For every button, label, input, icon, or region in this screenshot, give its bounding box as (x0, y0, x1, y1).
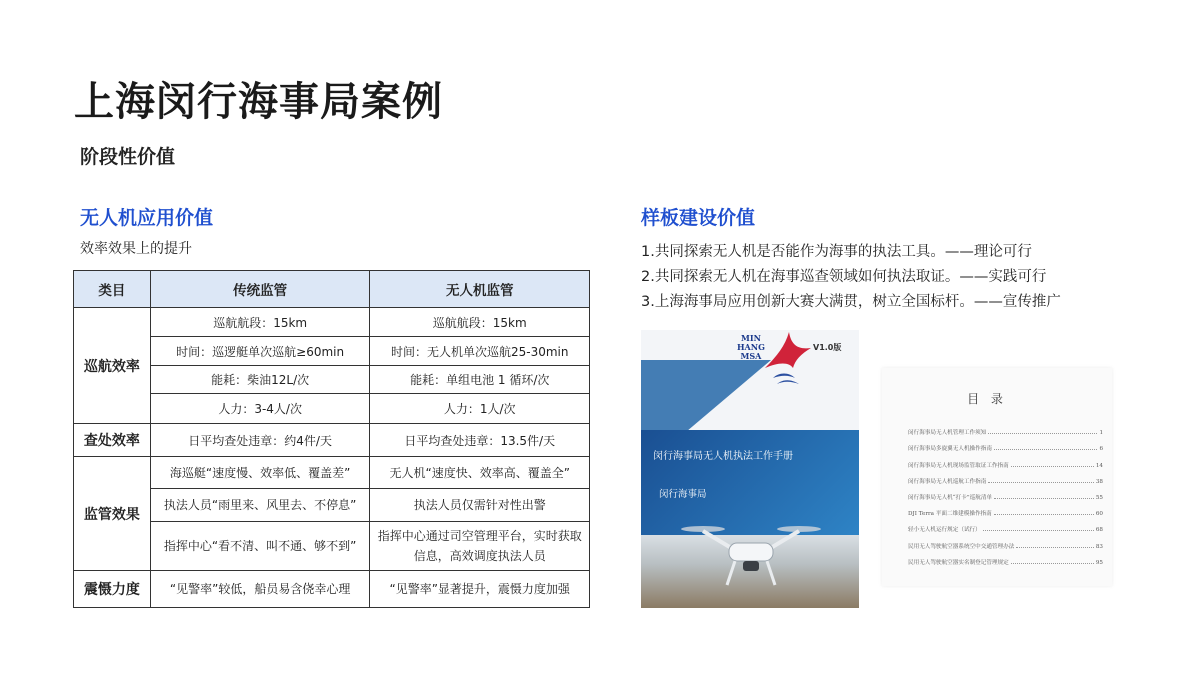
drone-cell: 巡航航段：15km (370, 308, 590, 337)
table-row (74, 424, 590, 457)
toc-item: 民用无人驾驶航空器实名制登记管理规定 95 (908, 559, 1103, 566)
table-header-cell: 类目 (74, 271, 151, 308)
toc-title: 目 录 (967, 392, 1007, 406)
traditional-cell: 巡航航段：15km (150, 308, 370, 337)
toc-item: 闵行海事局无人机“打卡”巡航清单 55 (908, 494, 1103, 501)
manual-title: 闵行海事局无人机执法工作手册 (653, 451, 793, 462)
category-cell: 巡航效率 (74, 308, 151, 424)
left-section-heading: 无人机应用价值 (80, 207, 214, 229)
drone-cell: 日平均查处违章：13.5件/天 (370, 424, 590, 457)
comparison-table (73, 270, 590, 608)
toc-list (908, 420, 1103, 566)
left-section-description: 效率效果上的提升 (80, 241, 192, 257)
value-point: 1.共同探索无人机是否能作为海事的执法工具。——理论可行 (641, 244, 1032, 260)
traditional-cell: 执法人员“雨里来、风里去、不停息” (150, 488, 370, 521)
category-cell: 监管效果 (74, 457, 151, 570)
drone-icon (681, 515, 821, 595)
manual-organization: 闵行海事局 (659, 489, 707, 500)
drone-cell: 时间：无人机单次巡航25-30min (370, 337, 590, 366)
toc-item: 民用无人驾驶航空器系统空中交通管理办法 83 (908, 543, 1103, 550)
traditional-cell: “见警率”较低，船员易含侥幸心理 (150, 570, 370, 607)
table-header-row (74, 271, 590, 308)
toc-item: 闵行海事局多旋翼无人机操作指南 6 (908, 446, 1103, 453)
table-row (74, 366, 590, 394)
toc-item: 轻小无人机运行规定（试行） 68 (908, 527, 1103, 534)
table-of-contents-image (882, 368, 1112, 586)
drone-cell: 能耗：单组电池 1 循环/次 (370, 366, 590, 394)
drone-cell: “见警率”显著提升，震慑力度加强 (370, 570, 590, 607)
value-points-list (641, 240, 1061, 315)
table-header-cell: 无人机监管 (370, 271, 590, 308)
toc-item: 闵行海事局无人机管理工作须知 1 (908, 430, 1103, 437)
category-cell: 查处效率 (74, 424, 151, 457)
table-row (74, 308, 590, 337)
msa-logo-text: MIN HANG MSA (737, 333, 765, 361)
traditional-cell: 时间：巡逻艇单次巡航≥60min (150, 337, 370, 366)
traditional-cell: 能耗：柴油12L/次 (150, 366, 370, 394)
toc-item: 闵行海事局无人机现场监管取证工作指南 14 (908, 462, 1103, 469)
table-row (74, 521, 590, 570)
table-row (74, 570, 590, 607)
value-point: 3.上海海事局应用创新大赛大满贯，树立全国标杆。——宣传推广 (641, 294, 1061, 310)
table-row (74, 394, 590, 424)
toc-item: 闵行海事局无人机巡航工作指南 38 (908, 478, 1103, 485)
drone-cell: 人力：1人/次 (370, 394, 590, 424)
table-row (74, 337, 590, 366)
traditional-cell: 日平均查处违章：约4件/天 (150, 424, 370, 457)
page-title: 上海闵行海事局案例 (74, 79, 443, 125)
drone-cell: 指挥中心通过司空管理平台，实时获取信息，高效调度执法人员 (370, 521, 590, 570)
table-header-cell: 传统监管 (150, 271, 370, 308)
msa-bird-logo-icon (759, 330, 819, 390)
traditional-cell: 指挥中心“看不清、叫不通、够不到” (150, 521, 370, 570)
category-cell: 震慑力度 (74, 570, 151, 607)
traditional-cell: 人力：3-4人/次 (150, 394, 370, 424)
traditional-cell: 海巡艇“速度慢、效率低、覆盖差” (150, 457, 370, 488)
toc-item: DJI Terra 平面二维建模操作指南 60 (908, 511, 1103, 518)
right-section-heading: 样板建设价值 (641, 207, 756, 229)
manual-cover-image (641, 330, 859, 608)
manual-version: V1.0版 (813, 343, 842, 352)
table-row (74, 457, 590, 488)
value-point: 2.共同探索无人机在海事巡查领域如何执法取证。——实践可行 (641, 269, 1047, 285)
table-row (74, 488, 590, 521)
drone-cell: 无人机“速度快、效率高、覆盖全” (370, 457, 590, 488)
page-subtitle: 阶段性价值 (80, 146, 176, 168)
drone-cell: 执法人员仅需针对性出警 (370, 488, 590, 521)
